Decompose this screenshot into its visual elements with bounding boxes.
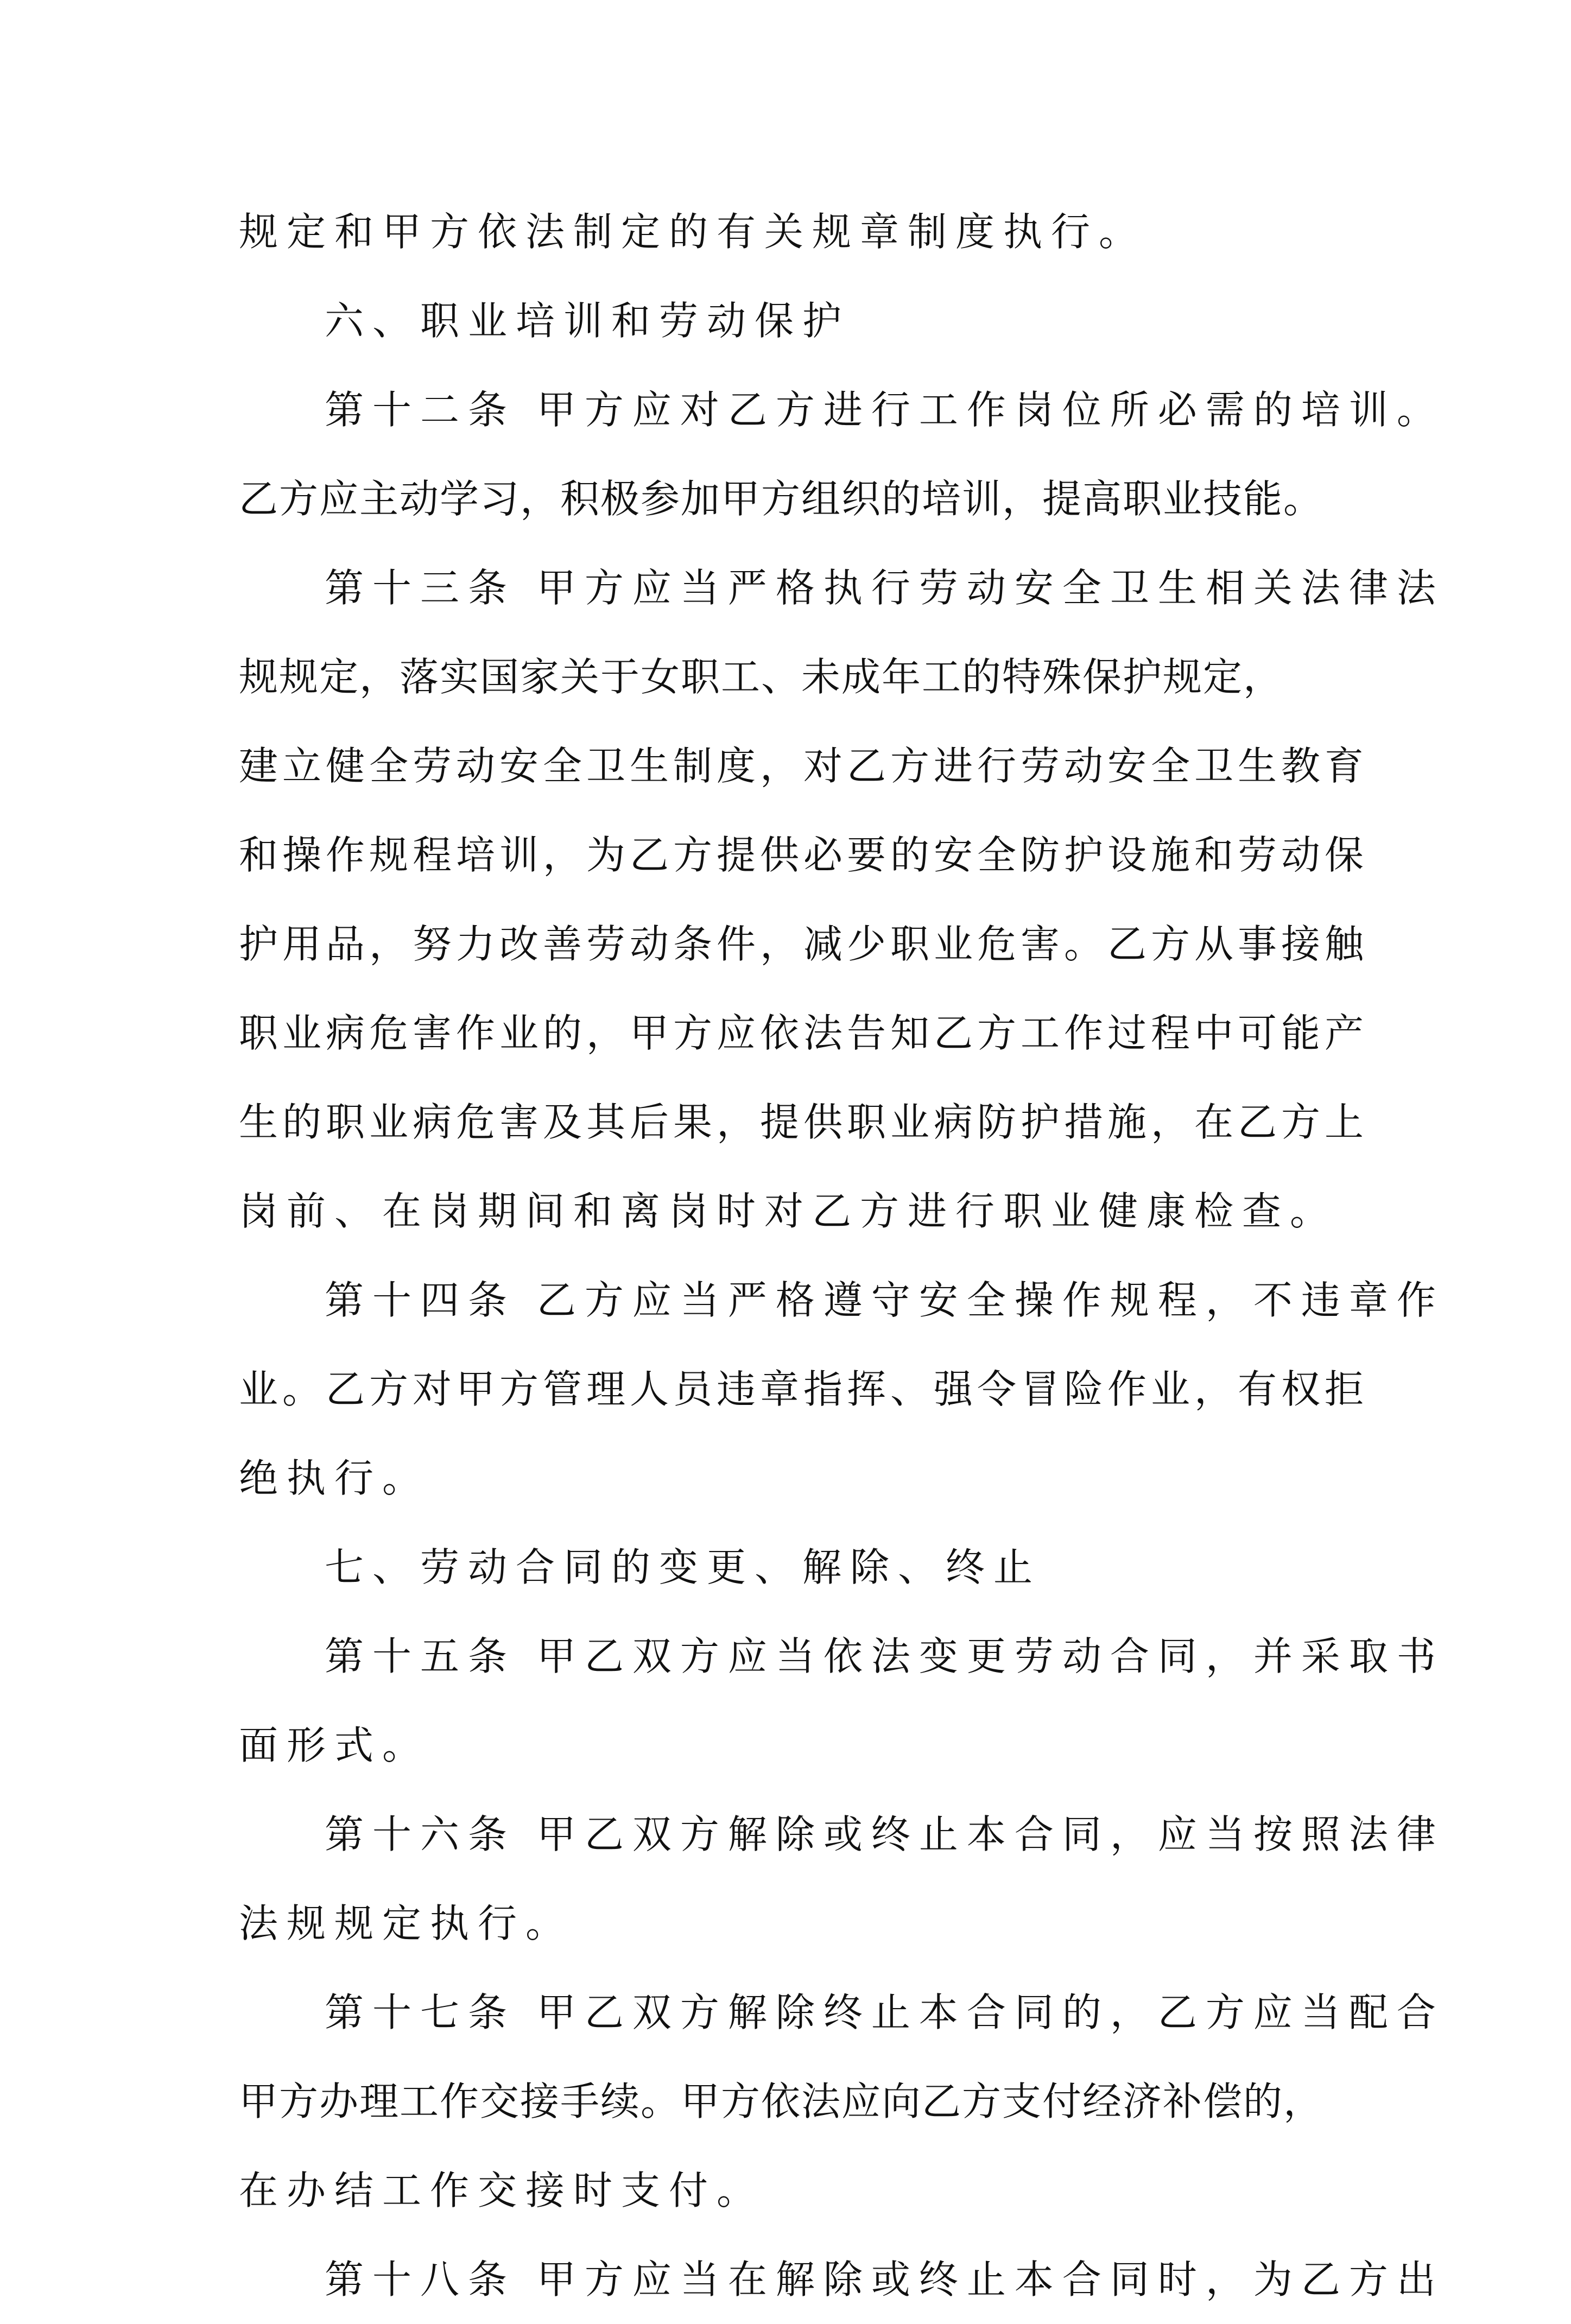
article-14-line-1: 第十四条 乙方应当严格遵守安全操作规程，不违章作 — [325, 1277, 1445, 1323]
article-16-line-1: 第十六条 甲乙双方解除或终止本合同，应当按照法律 — [325, 1812, 1445, 1857]
article-13-line-5: 护用品，努力改善劳动条件，减少职业危害。乙方从事接触 — [239, 921, 1369, 967]
article-14-line-3: 绝执行。 — [239, 1455, 430, 1501]
article-15-line-2: 面形式。 — [239, 1723, 430, 1768]
article-13-line-1: 第十三条 甲方应当严格执行劳动安全卫生相关法律法 — [325, 565, 1445, 611]
article-15-line-1: 第十五条 甲乙双方应当依法变更劳动合同，并采取书 — [325, 1633, 1445, 1679]
article-13-line-6: 职业病危害作业的，甲方应依法告知乙方工作过程中可能产 — [239, 1010, 1369, 1056]
article-17-line-2: 甲方办理工作交接手续。甲方依法应向乙方支付经济补偿的， — [239, 2079, 1324, 2124]
article-14-line-2: 业。乙方对甲方管理人员违章指挥、强令冒险作业，有权拒 — [239, 1366, 1369, 1412]
article-13-line-8: 岗前、在岗期间和离岗时对乙方进行职业健康检查。 — [239, 1188, 1338, 1234]
section-heading-7: 七、劳动合同的变更、解除、终止 — [325, 1544, 1042, 1590]
article-16-line-2: 法规规定执行。 — [239, 1901, 574, 1946]
text-line-1: 规定和甲方依法制定的有关规章制度执行。 — [239, 209, 1147, 255]
article-12-line-2: 乙方应主动学习，积极参加甲方组织的培训，提高职业技能。 — [239, 476, 1324, 522]
article-13-line-7: 生的职业病危害及其后果，提供职业病防护措施，在乙方上 — [239, 1099, 1369, 1145]
article-17-line-1: 第十七条 甲乙双方解除终止本合同的，乙方应当配合 — [325, 1990, 1445, 2035]
article-13-line-3: 建立健全劳动安全卫生制度，对乙方进行劳动安全卫生教育 — [239, 743, 1369, 789]
article-18-line-1: 第十八条 甲方应当在解除或终止本合同时，为乙方出 — [325, 2257, 1445, 2302]
article-13-line-2: 规规定，落实国家关于女职工、未成年工的特殊保护规定， — [239, 654, 1284, 700]
article-13-line-4: 和操作规程培训，为乙方提供必要的安全防护设施和劳动保 — [239, 832, 1369, 878]
article-17-line-3: 在办结工作交接时支付。 — [239, 2168, 765, 2213]
section-heading-6: 六、职业培训和劳动保护 — [325, 298, 851, 344]
article-12-line-1: 第十二条 甲方应对乙方进行工作岗位所必需的培训。 — [325, 387, 1445, 433]
document-body — [239, 187, 1445, 2324]
